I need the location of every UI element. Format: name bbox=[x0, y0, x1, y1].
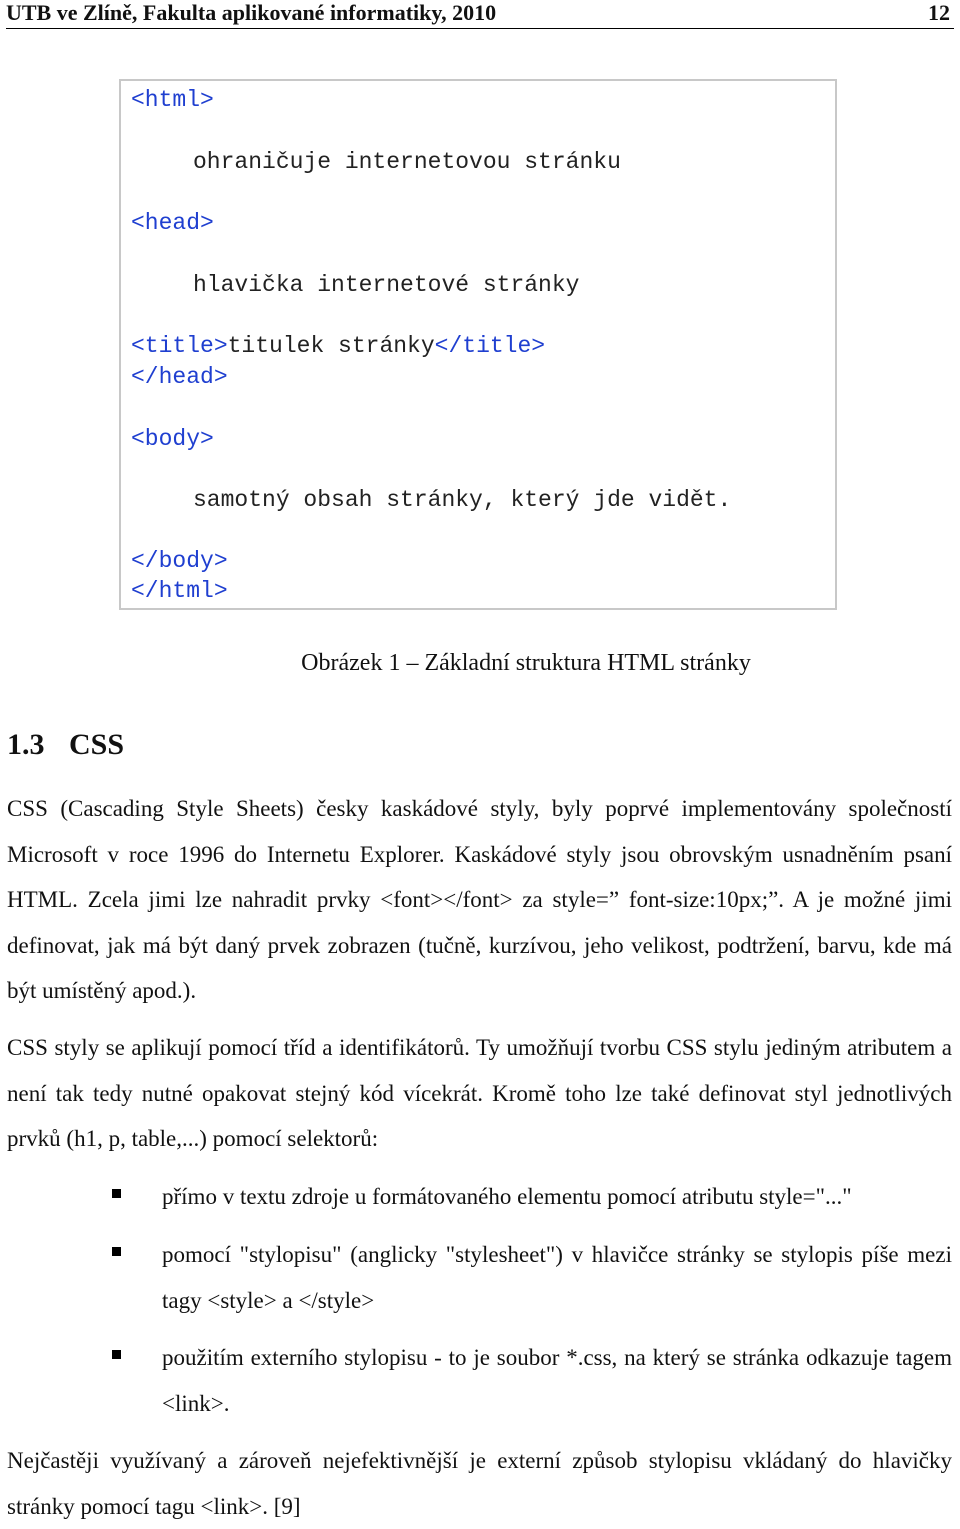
paragraph-intro: CSS (Cascading Style Sheets) česky kaskádové styly, byly poprvé implementovány společností Microsoft v roce 1996 do Internetu Explorer. Kaskádové styly jsou obrovským usnadněním psaní HTML. Zcela jimi lze nahradit prvky <font></font> za style=” font-size:10px;”. A je možné jimi definovat, jak má být daný prvek zobrazen (tučně, kurzívou, jeho velikost, podtržení, barvu, kde má být umístěný apod.). bbox=[7, 796, 952, 1003]
figure-caption: Obrázek 1 – Základní struktura HTML stránky bbox=[301, 650, 751, 676]
section-heading bbox=[7, 728, 124, 762]
section-title: CSS bbox=[69, 728, 125, 761]
code-figure bbox=[119, 79, 837, 610]
bullet-text: přímo v textu zdroje u formátovaného elementu pomocí atributu style="..." bbox=[162, 1184, 852, 1209]
bullet-square-icon bbox=[112, 1189, 121, 1198]
code-line-head-close: </head> bbox=[131, 364, 228, 390]
code-line-head-open: <head> bbox=[131, 210, 214, 236]
list-item bbox=[116, 1174, 952, 1220]
bullet-text: použitím externího stylopisu - to je soubor *.css, na který se stránka odkazuje tagem <link>. bbox=[162, 1345, 952, 1416]
code-line-head-desc: hlavička internetové stránky bbox=[193, 272, 580, 298]
header-title: UTB ve Zlíně, Fakulta aplikované informatiky, 2010 bbox=[6, 0, 497, 25]
page-number: 12 bbox=[928, 0, 950, 25]
list-item bbox=[116, 1335, 952, 1426]
code-line-body-open: <body> bbox=[131, 426, 214, 452]
code-line-title bbox=[131, 333, 545, 359]
bullet-square-icon bbox=[112, 1350, 121, 1359]
code-line-html-open: <html> bbox=[131, 87, 214, 113]
list-item bbox=[116, 1232, 952, 1323]
paragraph-conclusion: Nejčastěji využívaný a zároveň nejefektivnější je externí způsob stylopisu vkládaný do hlavičky stránky pomocí tagu <link>. [9] bbox=[7, 1448, 952, 1519]
bullet-square-icon bbox=[112, 1247, 121, 1256]
code-line-body-desc: samotný obsah stránky, který jde vidět. bbox=[193, 487, 732, 513]
title-close-tag: </title> bbox=[434, 333, 546, 359]
title-open-tag: <title> bbox=[131, 333, 228, 359]
page-header bbox=[6, 0, 954, 29]
code-line-body-close: </body> bbox=[131, 548, 228, 574]
paragraph-selectors: CSS styly se aplikují pomocí tříd a identifikátorů. Ty umožňují tvorbu CSS stylu jediným atributem a není tak tedy nutné opakovat stejný kód vícekrát. Kromě toho lze také definovat styl jednotlivých prvků (h1, p, table,...) pomocí selektorů: bbox=[7, 1035, 952, 1151]
bullet-text: pomocí "stylopisu" (anglicky "stylesheet") v hlavičce stránky se stylopis píše mezi tagy <style> a </style> bbox=[162, 1242, 952, 1313]
section-number: 1.3 bbox=[7, 728, 45, 761]
code-line-html-desc: ohraničuje internetovou stránku bbox=[193, 149, 621, 175]
title-text: titulek stránky bbox=[227, 333, 435, 359]
code-line-html-close: </html> bbox=[131, 578, 228, 604]
